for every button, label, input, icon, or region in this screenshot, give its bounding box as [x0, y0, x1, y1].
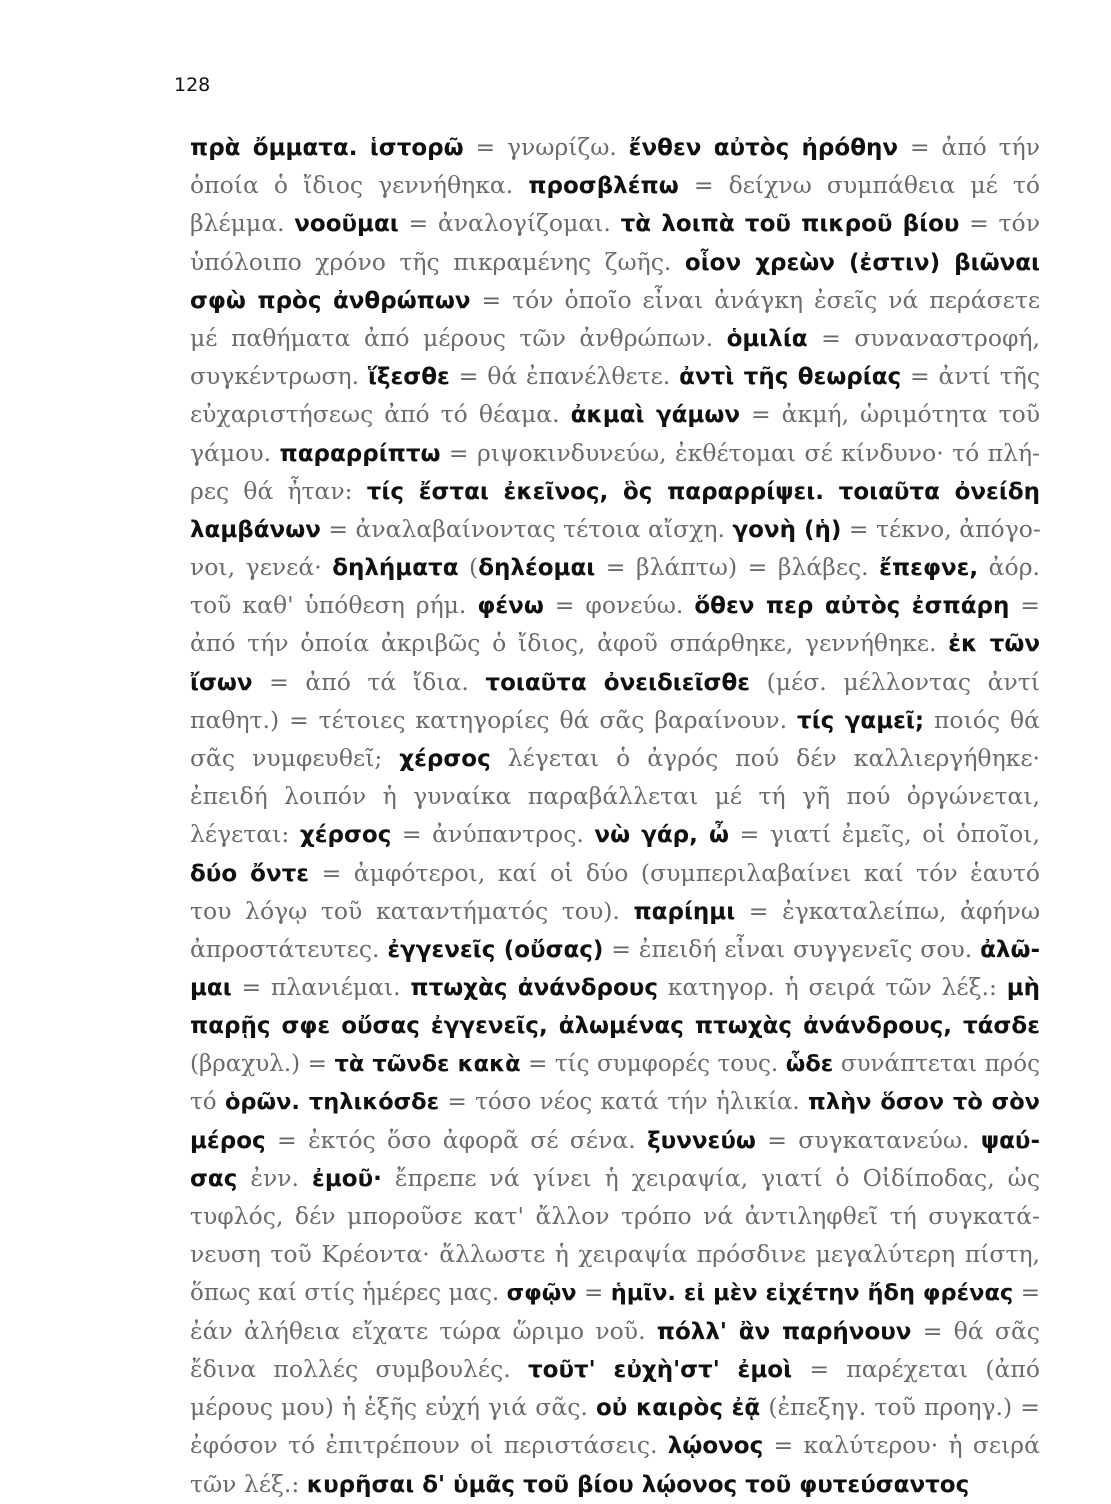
lemma-term: ἐμοῦ·	[312, 1166, 382, 1193]
gloss-text: (βραχυλ.) =	[190, 1050, 335, 1077]
lemma-term: ξυννεύω	[647, 1127, 756, 1154]
gloss-text: (ἐπεξηγ. τοῦ προηγ.) =	[760, 1393, 1040, 1422]
lemma-term: χέρσος	[299, 822, 392, 849]
gloss-text: = ριψοκινδυνεύω, ἐκθέτομαι σέ κίνδυνο· τό πλή-	[440, 438, 1040, 467]
gloss-text: (μέσ. μέλλοντας ἀντί	[750, 667, 1040, 696]
gloss-text: = ἀναλαβαίνοντας τέτοια αἴσχη.	[320, 514, 733, 543]
gloss-text: ὅπως καί στίς ἡμέρες μας.	[190, 1279, 507, 1306]
gloss-text: = ἀνύπαντρος.	[391, 820, 595, 849]
gloss-text: μέρους μου) ἡ ἑξῆς εὐχή γιά σᾶς.	[190, 1393, 596, 1422]
gloss-text: = καλύτερου· ἡ σειρά	[763, 1431, 1040, 1460]
gloss-text: = βλάπτω) = βλάβες.	[595, 553, 880, 582]
gloss-text: = τέκνο, ἀπόγο-	[841, 514, 1041, 543]
text-line	[190, 739, 1040, 777]
gloss-text: = τόσο νέος κατά τήν ἡλικία.	[439, 1088, 809, 1115]
lemma-term: οὐ καιρὸς ἐᾷ	[595, 1395, 761, 1422]
gloss-text: τοῦ καθ' ὑπόθεση ρήμ.	[190, 591, 478, 620]
gloss-text: = ἐγκαταλείπω, ἀφήνω	[735, 896, 1040, 925]
text-line	[190, 548, 1040, 586]
commentary-text	[190, 128, 1040, 1503]
lemma-term: χέρσος	[399, 746, 491, 772]
gloss-text: = φονεύω.	[543, 591, 695, 620]
lemma-term: ἵξεσθε	[367, 364, 450, 391]
lemma-term: σφὼ πρὸς ἀνθρώπων	[190, 287, 471, 314]
gloss-text: ὑπόλοιπο χρόνο τῆς πικραμένης ζωῆς.	[190, 247, 685, 276]
gloss-text: ρες θά ἦταν:	[190, 476, 367, 505]
text-line	[190, 510, 1040, 548]
lemma-term: σας	[190, 1166, 238, 1193]
text-line	[190, 1045, 1040, 1083]
text-line	[190, 166, 1040, 204]
text-line	[190, 1083, 1040, 1121]
text-line	[190, 434, 1040, 472]
gloss-text: ἐπειδή λοιπόν ἡ γυναίκα παραβάλλεται μέ τή γῆ πού ὀργώνεται,	[190, 782, 1040, 811]
lemma-term: λαμβάνων	[190, 516, 321, 543]
text-line	[190, 1121, 1040, 1159]
gloss-text: = θά σᾶς	[911, 1316, 1040, 1345]
lemma-term: πόλλ' ἂν παρήνουν	[656, 1318, 912, 1345]
lemma-term: τίς γαμεῖ;	[797, 707, 925, 734]
lemma-term: πρὰ ὄμματα. ἱστορῶ	[190, 135, 464, 161]
lemma-term: γονὴ (ἡ)	[732, 516, 842, 543]
text-line	[190, 1006, 1040, 1044]
gloss-text: = τόν ὁποῖο εἶναι ἀνάγκη ἐσεῖς νά περάσετε	[470, 285, 1040, 314]
gloss-text: συγκέντρωση.	[190, 362, 368, 391]
text-line	[190, 357, 1040, 395]
lemma-term: τοῦτ' εὐχὴ'στ' ἐμοὶ	[527, 1357, 793, 1383]
gloss-text: = παρέχεται (ἀπό	[792, 1355, 1040, 1383]
gloss-text: τυφλός, δέν μποροῦσε κατ' ἄλλον τρόπο νά ἀντιληφθεῖ τή συγκατά-	[190, 1202, 1040, 1231]
lemma-term: σφῷν	[506, 1279, 577, 1306]
lemma-term: νοοῦμαι	[294, 211, 399, 238]
lemma-term: δύο ὄντε	[190, 860, 310, 887]
gloss-text: εὐχαριστήσεως ἀπό τό θέαμα.	[190, 400, 571, 429]
lemma-term: ὅθεν περ αὐτὸς ἐσπάρη	[694, 593, 1010, 620]
gloss-text: ἔδινα πολλές συμβουλές.	[190, 1355, 528, 1383]
gloss-text: ἐνν.	[237, 1164, 313, 1193]
lemma-term: νὼ γάρ, ὦ	[594, 822, 729, 849]
gloss-text: νευση τοῦ Κρέοντα· ἄλλωστε ἡ χειραψία πρόσδινε μεγαλύτερη πίστη,	[190, 1240, 1040, 1269]
text-line	[190, 243, 1040, 281]
gloss-text: κατηγορ. ἡ σειρά τῶν λέξ.:	[657, 973, 1007, 1002]
text-line	[190, 472, 1040, 510]
gloss-text: = ἀντί τῆς	[901, 362, 1041, 391]
gloss-text: ὁποία ὁ ἴδιος γεννήθηκα.	[190, 171, 529, 200]
text-line	[190, 701, 1040, 739]
lemma-term: ἀντὶ τῆς θεωρίας	[679, 364, 902, 391]
lemma-term: πλὴν ὅσον τὸ σὸν	[808, 1088, 1040, 1115]
gloss-text: = πλανιέμαι.	[231, 973, 411, 1002]
lemma-term: ὁμιλία	[726, 325, 808, 352]
gloss-text: = ἀπό τήν	[898, 133, 1041, 161]
gloss-text: = συναναστροφή,	[807, 323, 1040, 352]
text-line	[190, 319, 1040, 357]
lemma-term: τὰ λοιπὰ τοῦ πικροῦ βίου	[620, 211, 960, 238]
text-line	[190, 663, 1040, 701]
lemma-term: οἷον χρεὼν (ἐστιν) βιῶναι	[684, 249, 1041, 276]
lemma-term: ἔπεφνε,	[879, 555, 979, 582]
gloss-text: = συγκατανεύω.	[755, 1125, 981, 1154]
lemma-term: δηλέομαι	[478, 555, 596, 582]
gloss-text: γάμου.	[190, 438, 280, 467]
lemma-term: δηλήματα	[332, 555, 459, 582]
text-line	[190, 1465, 1040, 1503]
lemma-term: πτωχὰς ἀνάνδρους	[410, 975, 658, 1002]
gloss-text: =	[576, 1279, 611, 1306]
gloss-text: ποιός θά	[924, 705, 1041, 734]
gloss-text: = ἀμφότεροι, καί οἱ δύο (συμπεριλαβαίνει καί τόν ἑαυτό	[309, 858, 1041, 887]
gloss-text: τό	[190, 1088, 225, 1115]
lemma-term: προσβλέπω	[528, 173, 679, 200]
gloss-text: ἔπρεπε νά γίνει ἡ χειραψία, γιατί ὁ Οἰδίποδας, ὡς	[381, 1164, 1041, 1193]
text-line	[190, 586, 1040, 624]
lemma-term: λῴονος	[667, 1433, 764, 1460]
lemma-term: ἔνθεν αὐτὸς ἠρόθην	[628, 135, 899, 161]
gloss-text: ἀόρ.	[978, 553, 1040, 582]
text-line	[190, 1274, 1040, 1312]
gloss-text: = ἐκτός ὅσο ἀφορᾶ σέ σένα.	[265, 1125, 648, 1154]
gloss-text: παθητ.) = τέτοιες κατηγορίες θά σᾶς βαραίνουν.	[190, 705, 798, 734]
gloss-text: (	[458, 553, 479, 582]
lemma-term: παραρρίπτω	[279, 440, 441, 467]
text-line	[190, 1197, 1040, 1235]
lemma-term: ψαύ-	[980, 1127, 1040, 1154]
text-line	[190, 1350, 1040, 1388]
lemma-term: παρίημι	[633, 898, 736, 925]
lemma-term: τοιαῦτα ὀνειδιεῖσθε	[485, 669, 751, 696]
lemma-term: μὴ	[1006, 975, 1041, 1002]
text-line	[190, 815, 1040, 853]
lemma-term: ὁρῶν. τηλικόσδε	[224, 1088, 440, 1115]
text-line	[190, 968, 1040, 1006]
text-line	[190, 128, 1040, 166]
gloss-text: = τίς συμφορές τους.	[520, 1050, 786, 1077]
gloss-text: ἐφόσον τό ἐπιτρέπουν οἱ περιστάσεις.	[190, 1431, 668, 1460]
lemma-term: ἀκμαὶ γάμων	[570, 402, 741, 429]
gloss-text: = ἀπό τά ἴδια.	[252, 667, 486, 696]
text-line	[190, 204, 1040, 242]
lemma-term: κυρῆσαι δ' ὑμᾶς τοῦ βίου λῴονος τοῦ φυτεύσαντος	[306, 1471, 970, 1498]
gloss-text: νοι, γενεά·	[190, 553, 333, 582]
lemma-term: μαι	[190, 975, 232, 1002]
gloss-text: τῶν λέξ.:	[190, 1469, 307, 1498]
lemma-term: ἴσων	[190, 669, 253, 696]
lemma-term: τὰ τῶνδε κακὰ	[334, 1050, 521, 1077]
lemma-term: τίς ἔσται ἐκεῖνος, ὃς παραρρίψει. τοιαῦτα ὀνείδη	[366, 478, 1041, 505]
lemma-term: ὧδε	[785, 1050, 834, 1077]
text-line	[190, 1426, 1040, 1464]
gloss-text: ἀπό τήν ὁποία ἀκριβῶς ὁ ἴδιος, ἀφοῦ σπάρθηκε, γεννήθηκε.	[190, 629, 949, 658]
gloss-text: =	[1013, 1279, 1040, 1306]
gloss-text: = γιατί ἐμεῖς, οἱ ὁποῖοι,	[728, 820, 1040, 849]
gloss-text: = δείχνω συμπάθεια μέ τό	[678, 171, 1040, 200]
text-line	[190, 281, 1040, 319]
gloss-text: = τόν	[959, 209, 1040, 238]
text-line	[190, 892, 1040, 930]
lemma-term: ἐκ τῶν	[948, 631, 1040, 658]
gloss-text: μέ παθήματα ἀπό μέρους τῶν ἀνθρώπων.	[190, 323, 727, 352]
text-line	[190, 777, 1040, 815]
text-line	[190, 395, 1040, 433]
lemma-term: παρῇς σφε οὔσας ἐγγενεῖς, ἀλωμένας πτωχὰς ἀνάνδρους, τάσδε	[190, 1013, 1040, 1040]
text-line	[190, 854, 1040, 892]
text-line	[190, 930, 1040, 968]
lemma-term: μέρος	[190, 1127, 266, 1154]
gloss-text: ἀπροστάτευτες.	[190, 934, 388, 963]
text-line	[190, 624, 1040, 662]
gloss-text: =	[1009, 591, 1040, 620]
gloss-text: σᾶς νυμφευθεῖ;	[190, 744, 400, 772]
lemma-term: φένω	[477, 593, 544, 620]
gloss-text: συνάπτεται πρός	[833, 1050, 1041, 1077]
lemma-term: ἀλῶ-	[980, 936, 1040, 963]
text-line	[190, 1312, 1040, 1350]
gloss-text: = γνωρίζω.	[463, 133, 629, 161]
text-line	[190, 1159, 1040, 1197]
page-number: 128	[174, 74, 211, 96]
gloss-text: του λόγῳ τοῦ καταντήματός του).	[190, 896, 634, 925]
gloss-text: = ἀκμή, ὡριμότητα τοῦ	[740, 400, 1041, 429]
lemma-term: ἐγγενεῖς (οὔσας)	[387, 936, 604, 963]
gloss-text: ἐάν ἀλήθεια εἴχατε τώρα ὥριμο νοῦ.	[190, 1316, 657, 1345]
text-line	[190, 1235, 1040, 1273]
gloss-text: λέγεται:	[190, 820, 300, 849]
gloss-text: λέγεται ὁ ἀγρός πού δέν καλλιεργήθηκε·	[490, 744, 1040, 772]
text-line	[190, 1388, 1040, 1426]
lemma-term: ἡμῖν. εἰ μὲν εἰχέτην ἤδη φρένας	[610, 1279, 1014, 1306]
gloss-text: = θά ἐπανέλθετε.	[449, 362, 680, 391]
gloss-text: = ἐπειδή εἶναι συγγενεῖς σου.	[603, 934, 981, 963]
gloss-text: = ἀναλογίζομαι.	[398, 209, 621, 238]
gloss-text: βλέμμα.	[190, 209, 295, 238]
